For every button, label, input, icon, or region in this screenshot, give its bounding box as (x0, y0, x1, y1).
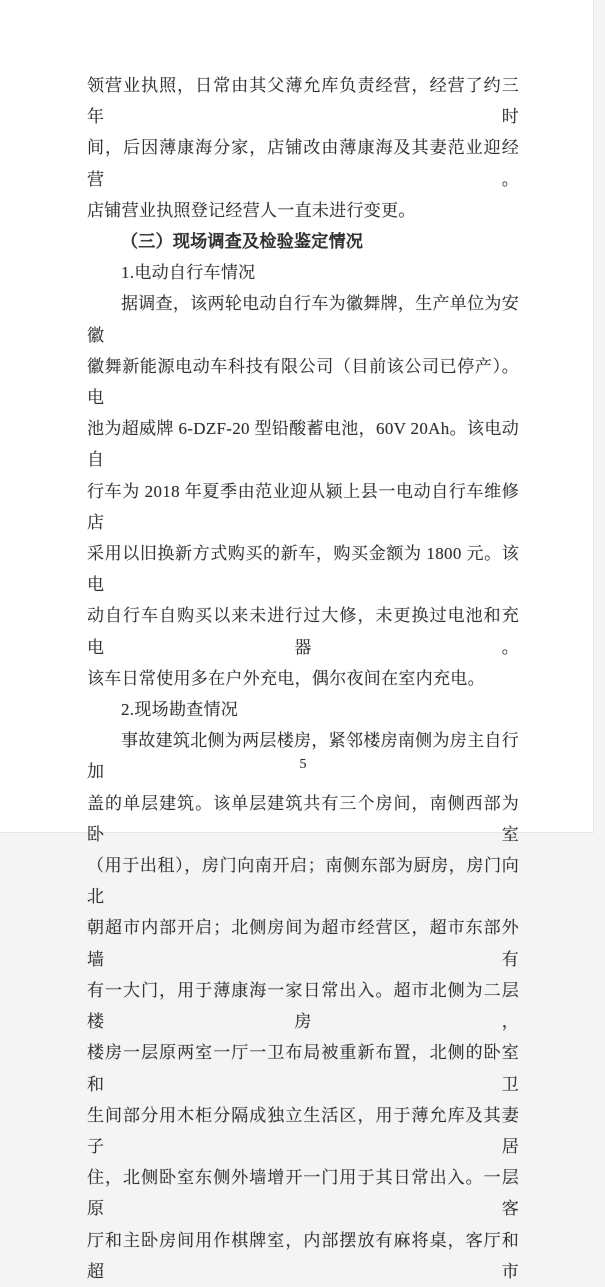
text-line: （用于出租），房门向南开启；南侧东部为厨房，房门向北 (87, 856, 519, 907)
text-line: 厅和主卧房间用作棋牌室，内部摆放有麻将桌，客厅和超市 (87, 1230, 519, 1281)
text-line: 行车为 2018 年夏季由范业迎从颍上县一电动自行车维修店 (87, 481, 519, 532)
text-line: 该车日常使用多在户外充电，偶尔夜间在室内充电。 (87, 668, 485, 688)
text-line: 朝超市内部开启；北侧房间为超市经营区，超市东部外墙有 (87, 918, 519, 969)
page-number: 5 (299, 757, 307, 772)
text-line: 有一大门，用于薄康海一家日常出入。超市北侧为二层楼房， (87, 980, 519, 1032)
text-line: 间，后因薄康海分家，店铺改由薄康海及其妻范业迎经营。 (87, 138, 519, 189)
heading-ebike-situation: 1.电动自行车情况 (121, 263, 256, 283)
text-line: 住，北侧卧室东侧外墙增开一门用于其日常出入。一层原客 (87, 1168, 519, 1219)
text-line: 徽舞新能源电动车科技有限公司（目前该公司已停产）。电 (87, 356, 519, 408)
text-line: 事故建筑北侧为两层楼房，紧邻楼房南侧为房主自行加 (87, 731, 519, 782)
text-line: 楼房一层原两室一厅一卫布局被重新布置，北侧的卧室和卫 (87, 1043, 519, 1094)
text-line: 采用以旧换新方式购买的新车，购买金额为 1800 元。该电 (87, 544, 519, 595)
text-line: 领营业执照，日常由其父薄允库负责经营，经营了约三年时 (87, 76, 519, 127)
text-line: 店铺营业执照登记经营人一直未进行变更。 (87, 200, 416, 220)
text-line: 池为超威牌 6-DZF-20 型铅酸蓄电池，60V 20Ah。该电动自 (87, 419, 519, 470)
text-line: 盖的单层建筑。该单层建筑共有三个房间，南侧西部为卧室 (87, 793, 519, 844)
text-line: 生间部分用木柜分隔成独立生活区，用于薄允库及其妻子居 (87, 1105, 519, 1156)
heading-scene-survey: 2.现场勘查情况 (121, 700, 239, 720)
page-body-text (87, 70, 519, 1287)
text-line: 据调查，该两轮电动自行车为徽舞牌，生产单位为安徽 (87, 294, 519, 345)
text-line: 动自行车自购买以来未进行过大修，未更换过电池和充电器。 (87, 606, 519, 657)
heading-section-3: （三）现场调查及检验鉴定情况 (121, 232, 364, 252)
